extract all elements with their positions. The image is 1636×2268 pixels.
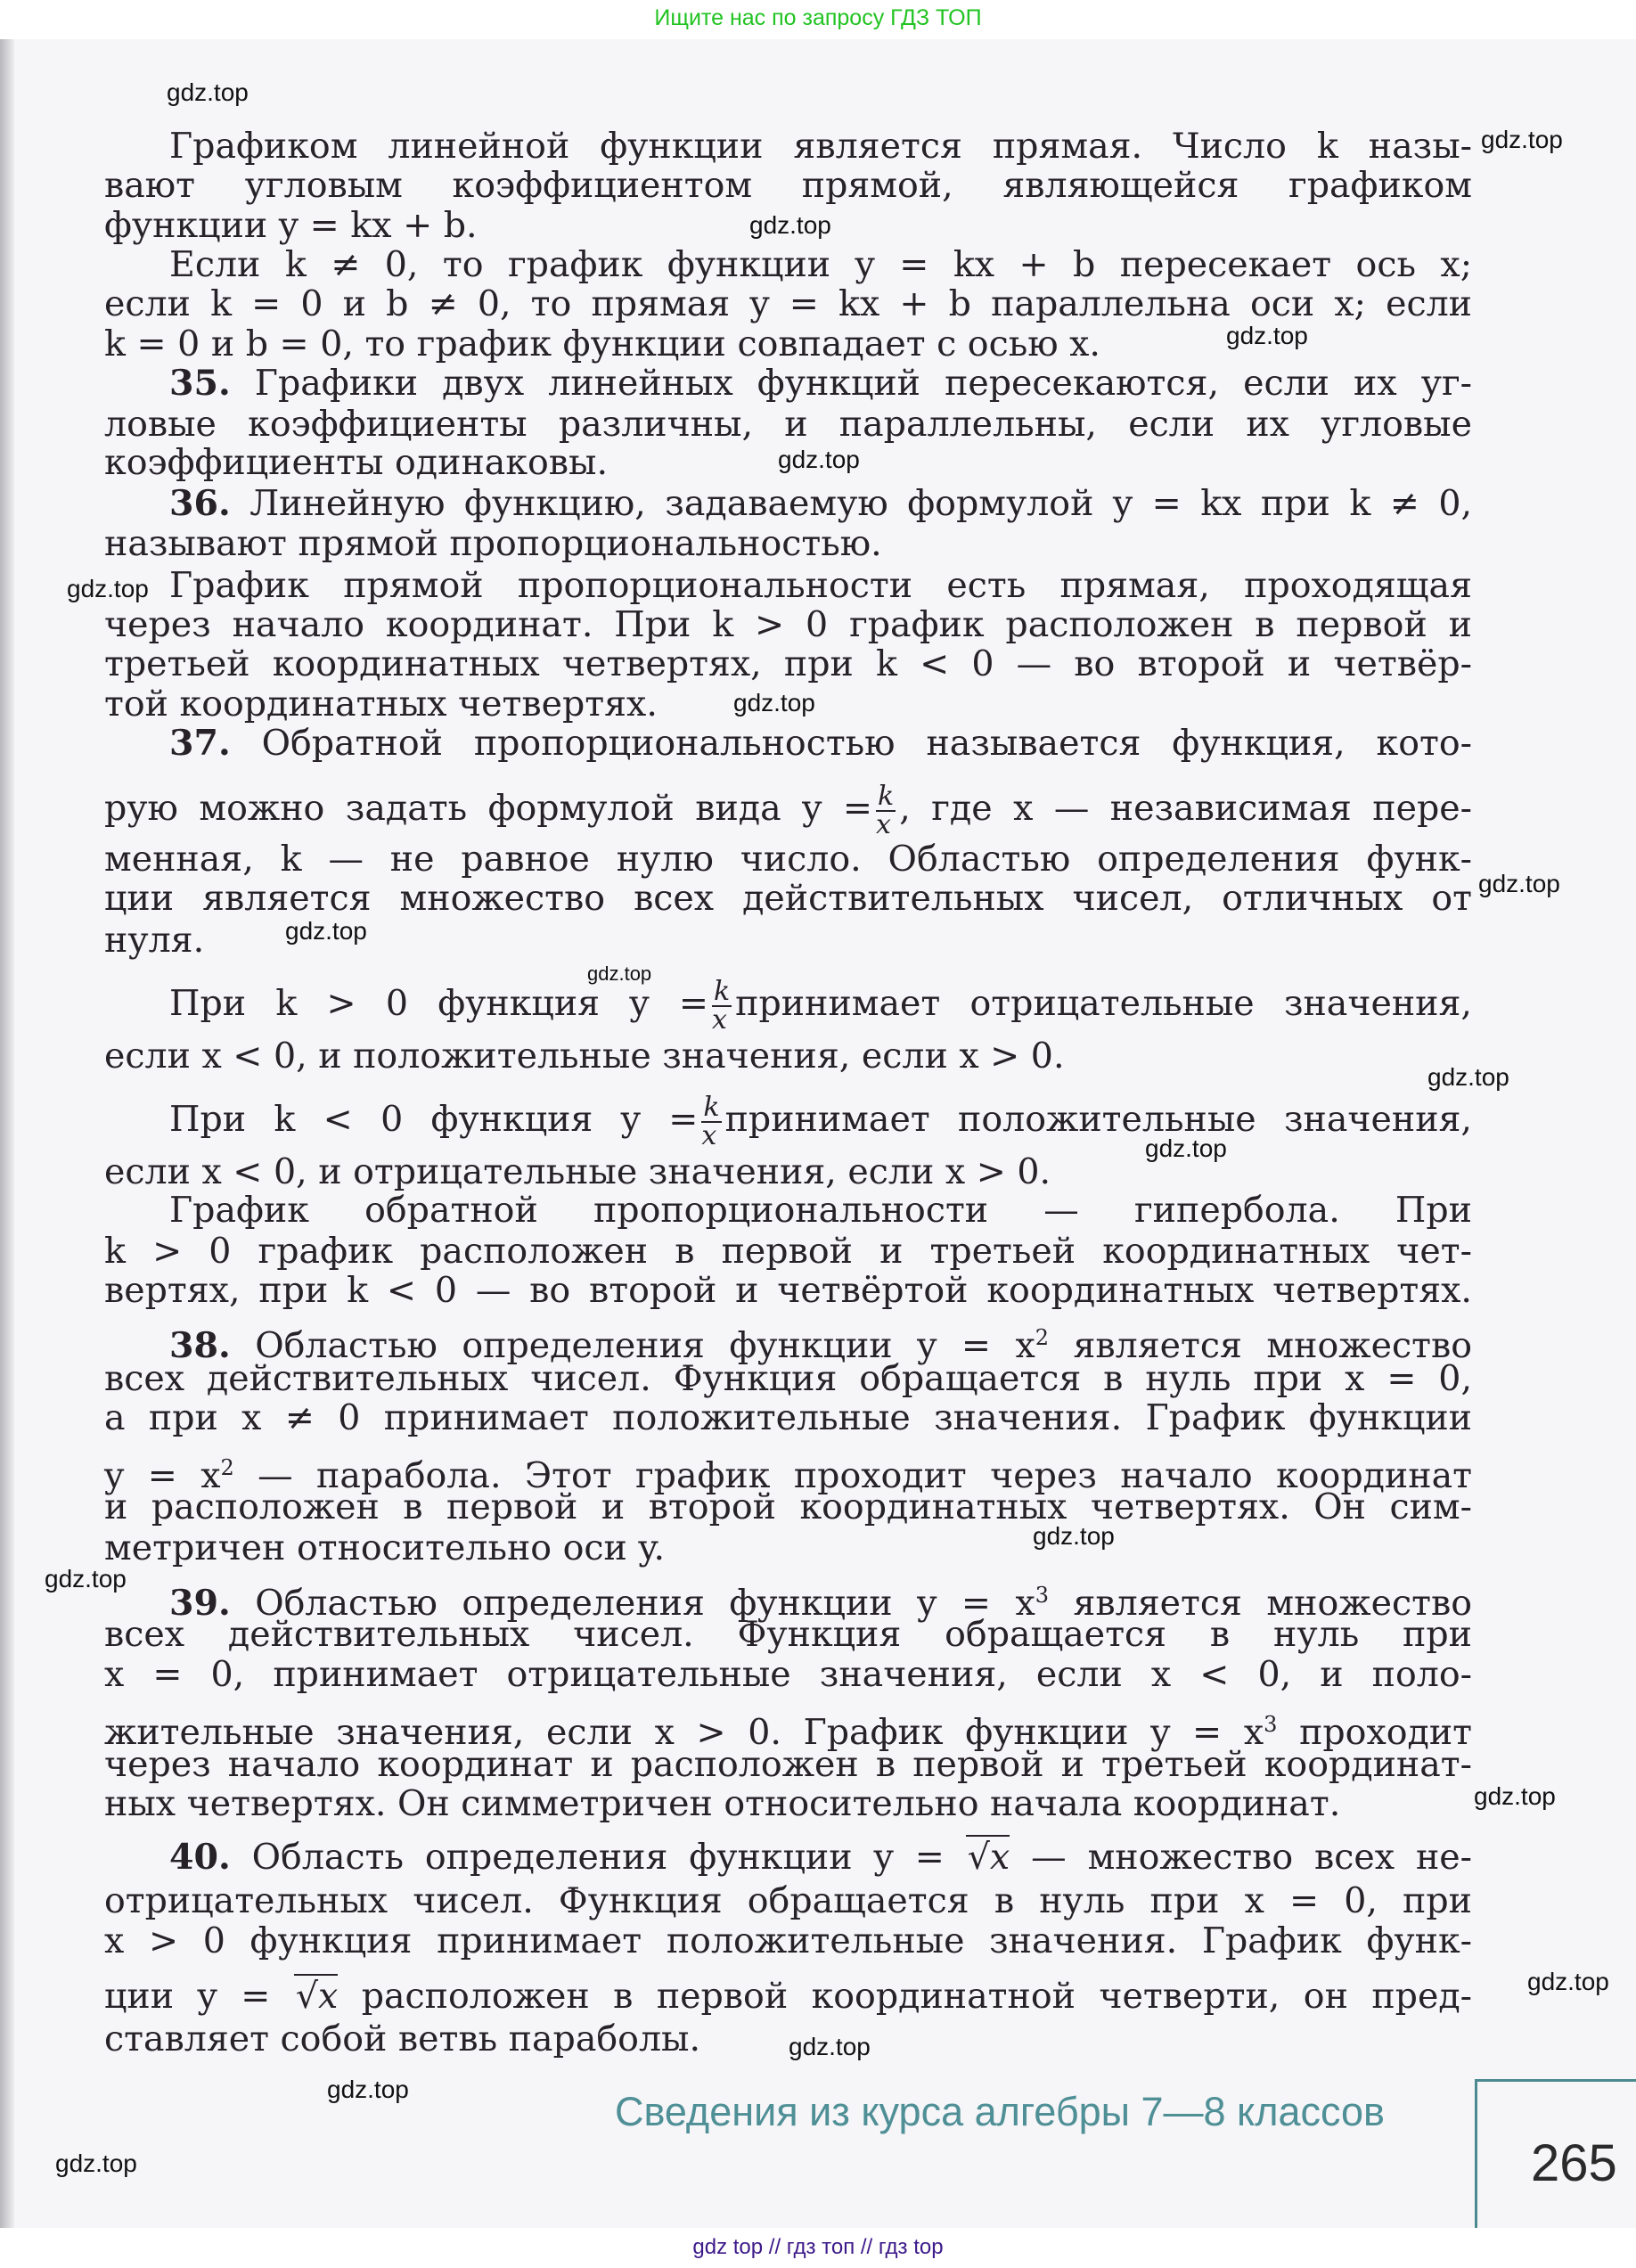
watermark: gdz.top — [733, 689, 815, 716]
text-line: а при x ≠ 0 принимает положительные значения. График функции — [104, 1397, 1472, 1438]
text-line: График прямой пропорциональности есть прямая, проходящая — [169, 565, 1472, 606]
section-35-line: 35. Графики двух линейных функций пересекаются, если их уг- — [169, 363, 1472, 404]
text-line: третьей координатных четвертях, при k < 0 — во второй и четвёр- — [104, 643, 1472, 684]
text-line: k = 0 и b = 0, то график функции совпадает с осью x. — [104, 323, 1100, 364]
text-line: всех действительных чисел. Функция обращается в нуль при x = 0, — [104, 1358, 1472, 1399]
text-line: если x < 0, и положительные значения, если x > 0. — [104, 1036, 1065, 1077]
section-number: 35. — [169, 363, 231, 404]
watermark: gdz.top — [1145, 1134, 1227, 1162]
watermark: gdz.top — [1527, 1968, 1609, 1995]
text-line: $y = x^2$ — парабола. Этот график проходит через начало координат — [104, 1455, 1472, 1497]
text-line: жительные значения, если x > 0. График функции $y = x^3$ проходит — [104, 1712, 1473, 1754]
chapter-caption: Сведения из курса алгебры 7—8 классов — [615, 2089, 1385, 2134]
fraction-k-over-x: $\frac{k}{x}$ — [711, 976, 731, 1036]
watermark: gdz.top — [285, 917, 367, 945]
section-number: 40. — [169, 1837, 231, 1878]
top-banner — [0, 0, 1636, 39]
bottom-footer — [0, 2228, 1636, 2268]
section-36-line: 36. Линейную функцию, задаваемую формулой y = kx при k ≠ 0, — [169, 483, 1473, 524]
watermark: gdz.top — [327, 2076, 409, 2103]
watermark: gdz.top — [778, 446, 860, 473]
text-line: k > 0 график расположен в первой и третьей координатных чет- — [104, 1231, 1472, 1272]
watermark: gdz.top — [167, 78, 249, 106]
watermark: gdz.top — [1033, 1522, 1115, 1550]
text-line: График обратной пропорциональности — гипербола. При — [169, 1190, 1472, 1231]
text-line: ставляет собой ветвь параболы. — [104, 2018, 701, 2059]
text-line: Если k ≠ 0, то график функции y = kx + b пересекает ось x; — [169, 244, 1472, 285]
watermark: gdz.top — [45, 1565, 127, 1593]
text-line: ловые коэффициенты различны, и параллельны, если их угловые — [104, 404, 1472, 445]
text-line: той координатных четвертях. — [104, 684, 658, 725]
watermark: gdz.top — [1226, 322, 1308, 349]
text-line: вертях, при k < 0 — во второй и четвёртой координатных четвертях. — [104, 1270, 1472, 1311]
watermark: gdz.top — [1474, 1782, 1556, 1810]
banner-text[interactable]: Ищите нас по запросу ГДЗ ТОП — [654, 5, 982, 30]
text-line: через начало координат. При k > 0 график расположен в первой и — [104, 604, 1472, 645]
page-binding-shadow — [0, 39, 14, 2228]
text-line: ных четвертях. Он симметричен относительно начала координат. — [104, 1783, 1341, 1824]
square-root: √x — [295, 1976, 339, 2017]
footer-links[interactable]: gdz top // гдз топ // гдз top — [692, 2235, 944, 2259]
text-line-with-fraction: При k < 0 функция y = $\frac{k}{x}$ принимает положительные значения, — [169, 1092, 1472, 1151]
section-number: 37. — [169, 723, 231, 764]
section-37-line: 37. Обратной пропорциональностью называется функция, кото- — [169, 723, 1472, 764]
text-line: через начало координат и расположен в первой и третьей координат- — [104, 1744, 1472, 1785]
watermark: gdz.top — [1481, 126, 1563, 153]
section-40-line: 40. Область определения функции y = √x — множество всех не- — [169, 1837, 1473, 1878]
watermark: gdz.top — [1427, 1063, 1509, 1091]
watermark: gdz.top — [587, 962, 652, 985]
text-line-with-fraction: рую можно задать формулой вида y = $\frac{k}{x}$ , где x — независимая пере- — [104, 781, 1472, 840]
text-line: метричен относительно оси y. — [104, 1527, 666, 1568]
text-line: нуля. — [104, 920, 205, 961]
watermark: gdz.top — [55, 2149, 137, 2177]
section-number: 38. — [169, 1325, 231, 1367]
text-line: x = 0, принимает отрицательные значения, если x < 0, и поло- — [104, 1654, 1472, 1695]
text-line: и расположен в первой и второй координатных четвертях. Он сим- — [104, 1486, 1472, 1527]
section-number: 36. — [169, 483, 231, 524]
text-line: называют прямой пропорциональностью. — [104, 523, 882, 564]
text-line: менная, k — не равное нулю число. Областью определения функ- — [104, 839, 1472, 880]
watermark: gdz.top — [1478, 870, 1560, 897]
watermark: gdz.top — [67, 575, 149, 602]
section-number: 39. — [169, 1583, 231, 1625]
section-39-line: 39. Областью определения функции $y = x^3$ является множество — [169, 1583, 1472, 1625]
text-line: x > 0 функция принимает положительные значения. График функ- — [104, 1920, 1472, 1961]
text-line: если k = 0 и b ≠ 0, то прямая y = kx + b параллельна оси x; если — [104, 283, 1472, 324]
text-line: ции является множество всех действительных чисел, отличных от — [104, 878, 1472, 919]
section-38-line: 38. Областью определения функции $y = x^2$ является множество — [169, 1325, 1472, 1367]
text-line-with-fraction: При k > 0 функция y = $\frac{k}{x}$ принимает отрицательные значения, — [169, 976, 1472, 1036]
text-line: ции y = √x расположен в первой координатной четверти, он пред- — [104, 1976, 1472, 2017]
text-line: вают угловым коэффициентом прямой, являющейся графиком — [104, 165, 1472, 206]
watermark: gdz.top — [749, 211, 831, 239]
watermark: gdz.top — [789, 2033, 871, 2060]
text-line: Графиком линейной функции является прямая. Число k назы- — [169, 126, 1472, 167]
fraction-k-over-x: $\frac{k}{x}$ — [876, 781, 895, 840]
text-line: если x < 0, и отрицательные значения, если x > 0. — [104, 1151, 1051, 1192]
text-line: всех действительных чисел. Функция обращается в нуль при — [104, 1614, 1472, 1655]
text-line: коэффициенты одинаковы. — [104, 442, 609, 483]
fraction-k-over-x: $\frac{k}{x}$ — [701, 1092, 720, 1151]
square-root: √x — [967, 1837, 1010, 1878]
text-line: функции y = kx + b. — [104, 205, 478, 246]
text-line: отрицательных чисел. Функция обращается в нуль при x = 0, при — [104, 1880, 1472, 1921]
page-number: 265 — [1531, 2134, 1617, 2192]
